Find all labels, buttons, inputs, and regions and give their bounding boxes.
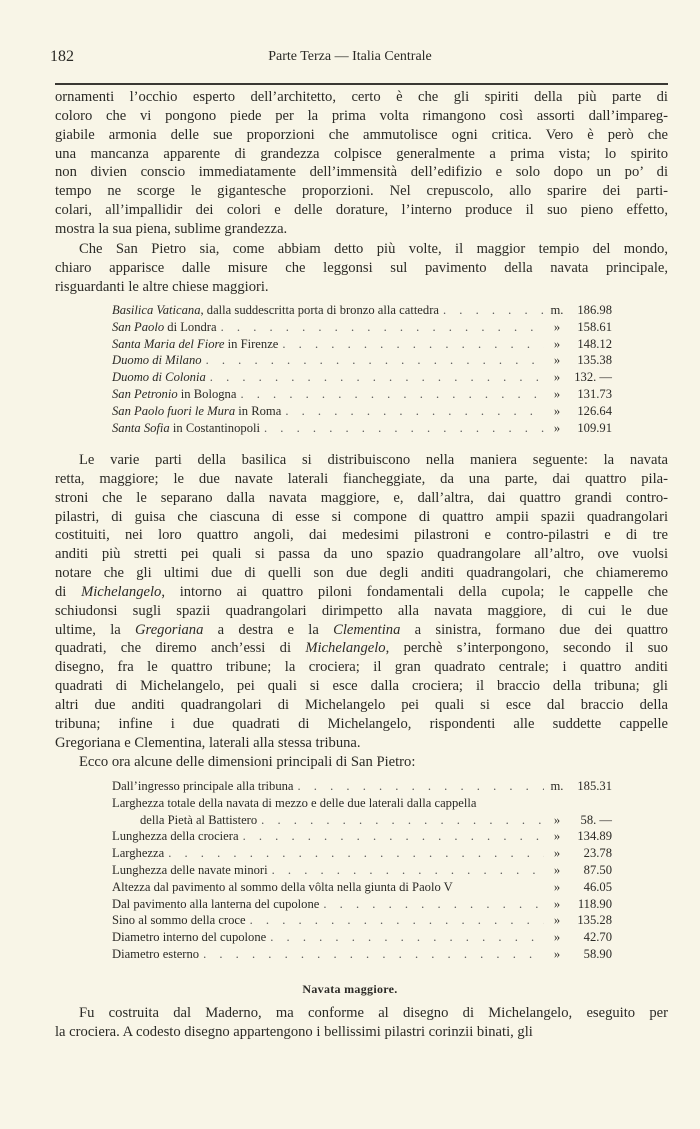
text-line	[55, 1023, 668, 1042]
row-label	[112, 319, 217, 336]
text-run: Lunghezza della crociera	[112, 829, 239, 844]
text-run: in Bologna	[177, 386, 237, 401]
row-label	[112, 845, 164, 862]
dot-leader	[261, 812, 544, 829]
text-run: Dal pavimento alla lanterna del cupolone	[112, 896, 320, 911]
dot-leader	[282, 336, 544, 353]
row-value: 109.91	[577, 420, 612, 435]
text-run: quadrati, che diremo anch’essi di	[55, 640, 306, 657]
paragraph-1	[55, 88, 668, 239]
row-unit: »	[553, 403, 561, 418]
row-value: 148.12	[577, 336, 612, 351]
row-value: 135.38	[577, 353, 612, 368]
row-unit: »	[553, 896, 561, 911]
text-line	[55, 201, 668, 220]
row-label	[112, 946, 199, 963]
dot-leader	[250, 912, 544, 929]
dot-leader	[206, 352, 544, 369]
italic-text: Michelangelo	[81, 583, 162, 600]
row-label	[112, 302, 439, 319]
table-row	[112, 929, 612, 946]
text-line	[55, 526, 668, 545]
row-value: 58.90	[583, 946, 612, 961]
row-label	[112, 795, 476, 812]
text-line	[55, 658, 668, 677]
row-value: 186.98	[577, 303, 612, 317]
row-value: 87.50	[583, 862, 612, 877]
text-run: costituiti, nei loro quattro angoli, dai medesimi pilastroni e contro-pilastri e di tre	[55, 527, 668, 544]
row-unit: »	[553, 862, 561, 877]
dot-leader	[270, 929, 544, 946]
text-run: chiaro apparisce dalle misure che leggonsi sul pavimento della navata principale,	[55, 259, 668, 276]
italic-text: Santa Maria del Fiore	[112, 336, 225, 351]
text-line	[55, 107, 668, 126]
dot-leader	[240, 386, 544, 403]
row-unit: m.	[550, 303, 564, 317]
text-run: Fu costruita dal Maderno, ma conforme al disegno di Michelangelo, eseguito per	[79, 1005, 668, 1021]
text-run: di Londra	[164, 319, 217, 334]
row-label	[112, 879, 453, 896]
row-value: 58. —	[580, 812, 612, 827]
italic-text: Clementina	[333, 621, 401, 638]
row-value: 134.89	[577, 829, 612, 844]
italic-text: Gregoriana	[135, 621, 204, 638]
text-run: della Pietà al Battistero	[140, 812, 258, 827]
text-run: Altezza dal pavimento al sommo della vôlta nella giunta di Paolo V	[112, 879, 453, 894]
row-value: 42.70	[583, 930, 612, 945]
text-run: , perchè s’interpongono, secondo il suo	[385, 640, 668, 657]
text-run: in Costantinopoli	[169, 420, 260, 435]
text-run: colari, all’impallidir dei colori e delle dorature, l’interno produce il suo pieno effetto,	[55, 202, 668, 219]
text-line	[55, 240, 668, 259]
text-line	[55, 470, 668, 489]
row-unit: »	[553, 930, 561, 945]
text-run: Larghezza totale della navata di mezzo e delle due laterali dalla cappella	[112, 795, 477, 810]
table-row	[112, 946, 612, 963]
row-label	[112, 862, 268, 879]
row-value: 185.31	[577, 779, 612, 793]
row-label	[112, 812, 257, 829]
italic-text: Santa Sofia	[112, 420, 170, 435]
text-line	[55, 715, 668, 734]
text-run: mostra la sua piena, sublime grandezza.	[55, 220, 288, 237]
table-row	[112, 302, 612, 319]
text-run: Le varie parti della basilica si distribuiscono nella maniera seguente: la navata	[79, 452, 668, 468]
row-label	[112, 369, 206, 386]
text-run: Gregoriana e Clementina, laterali alla stessa tribuna.	[55, 734, 361, 751]
text-run: stroni che le separano dalla navata maggiore, e, dall’altra, dai quattro grandi contro-	[55, 489, 668, 506]
paragraph-5	[55, 1004, 668, 1042]
text-run: Ecco ora alcune delle dimensioni principali di San Pietro:	[79, 754, 416, 770]
text-run: di	[55, 583, 82, 600]
text-line	[55, 1004, 668, 1023]
text-line	[55, 545, 668, 564]
text-run: tempo ne scorge le gigantesche proporzioni. Nel crepuscolo, allo sparire dei parti-	[55, 183, 668, 200]
text-line	[55, 583, 668, 602]
table-row	[112, 879, 612, 896]
text-line	[55, 753, 668, 772]
text-run: schiudonsi sugli spazii quadrangolari dirimpetto alla navata maggiore, di cui le due	[55, 602, 668, 619]
row-unit: m.	[550, 779, 564, 793]
header-rule	[55, 83, 668, 85]
row-value: 132. —	[574, 370, 612, 385]
table-row	[112, 812, 612, 829]
table-row	[112, 319, 612, 336]
paragraph-4	[55, 753, 668, 772]
row-value: 118.90	[577, 896, 612, 911]
dot-leader	[272, 862, 544, 879]
italic-text: Duomo di Colonia	[112, 370, 206, 385]
dot-leader	[264, 420, 544, 437]
dot-leader	[210, 369, 544, 386]
text-run: disegno, fra le quattro tribune; la crociera; il gran quadrato centrale; i quattro anditi	[55, 659, 668, 676]
text-run: tribuna; infine i due quadrati di Michelangelo, rispondenti alle suddette cappelle	[55, 715, 668, 732]
dot-leader	[203, 946, 544, 963]
row-unit: »	[553, 386, 561, 401]
dot-leader	[323, 896, 544, 913]
text-line	[55, 677, 668, 696]
table-row	[112, 386, 612, 403]
text-line	[55, 621, 668, 640]
text-run: ornamenti l’occhio esperto dell’architetto, certo è che gli spiriti della più parte di	[55, 89, 668, 105]
row-unit: »	[553, 913, 561, 928]
paragraph-2	[55, 240, 668, 297]
table-row	[112, 795, 612, 812]
row-unit: »	[553, 946, 561, 961]
text-line	[55, 508, 668, 527]
dot-leader	[221, 319, 544, 336]
text-line	[55, 220, 668, 239]
church-length-table	[112, 302, 612, 436]
text-line	[55, 602, 668, 621]
dot-leader	[443, 302, 544, 319]
paragraph-3	[55, 451, 668, 753]
text-line	[55, 734, 668, 753]
table-row	[112, 336, 612, 353]
table-row	[112, 420, 612, 437]
section-heading: Navata maggiore.	[302, 982, 398, 996]
text-line	[55, 564, 668, 583]
text-run: Sino al sommo della croce	[112, 913, 246, 928]
row-unit: »	[553, 370, 561, 385]
table-row	[112, 845, 612, 862]
row-value: 158.61	[577, 319, 612, 334]
text-run: altri due anditi quadrangolari di Michelangelo pei quali si esce dal braccio della	[55, 696, 668, 713]
italic-text: Duomo di Milano	[112, 353, 202, 368]
row-label	[112, 912, 246, 929]
italic-text: San Petronio	[112, 386, 178, 401]
text-run: Diametro interno del cupolone	[112, 930, 267, 945]
row-unit: »	[553, 812, 561, 827]
text-run: in Roma	[235, 403, 282, 418]
text-line	[55, 163, 668, 182]
row-value: 126.64	[577, 403, 612, 418]
page-number: 182	[50, 48, 74, 65]
row-label	[112, 929, 266, 946]
table-row	[112, 896, 612, 913]
text-line	[55, 126, 668, 145]
text-run: coloro che vi pongono piede per la prima volta rimangono così assorti dall’impareg-	[55, 107, 668, 124]
text-run: giabile armonia delle sue proporzioni che ammutolisce ogni critica. Vero è però che	[55, 126, 668, 143]
row-label	[112, 336, 278, 353]
text-run: non divien conscio immediatamente dell’immensità dell’edifizio e solo dopo un po’ di	[55, 164, 668, 181]
row-unit: »	[553, 846, 561, 861]
italic-text: San Paolo fuori le Mura	[112, 403, 236, 418]
text-run: , dalla suddescritta porta di bronzo alla cattedra	[200, 303, 439, 317]
table-row	[112, 778, 612, 795]
dot-leader	[243, 828, 544, 845]
text-run: risguardanti le altre chiese maggiori.	[55, 278, 269, 295]
row-label	[112, 386, 236, 403]
italic-text: Michelangelo	[305, 640, 386, 657]
text-line	[55, 639, 668, 658]
dot-leader	[298, 778, 545, 795]
text-run: Che San Pietro sia, come abbiam detto più volte, il maggior tempio del mondo,	[79, 241, 668, 257]
table-row	[112, 912, 612, 929]
row-value: 46.05	[583, 879, 612, 894]
text-run: la crociera. A codesto disegno appartengono i bellissimi pilastri corinzii binati, gli	[55, 1023, 533, 1040]
text-line	[55, 451, 668, 470]
row-label	[112, 420, 260, 437]
row-value: 135.28	[577, 913, 612, 928]
row-unit: »	[553, 353, 561, 368]
text-run: in Firenze	[224, 336, 279, 351]
text-run: una mancanza apparente di grandezza colpisce generalmente a prima vista; lo spirito	[55, 145, 668, 162]
text-run: Lunghezza delle navate minori	[112, 862, 268, 877]
table-row	[112, 369, 612, 386]
text-run: anditi più stretti pei quali si passa da uno spazio quadrangolare all’altro, ove vuolsi	[55, 546, 668, 563]
row-label	[112, 778, 294, 795]
text-run: retta, maggiore; le due navate laterali fiancheggiate, da una parte, dai quattro pila-	[55, 470, 668, 487]
text-run: Larghezza	[112, 846, 165, 861]
row-unit: »	[553, 336, 561, 351]
text-line	[55, 259, 668, 278]
text-run: a destra e la	[203, 621, 334, 638]
text-line	[55, 489, 668, 508]
dot-leader	[168, 845, 544, 862]
row-label	[112, 828, 239, 845]
table-row	[112, 862, 612, 879]
text-line	[55, 182, 668, 201]
row-value: 131.73	[577, 386, 612, 401]
text-line	[55, 88, 668, 107]
table-row	[112, 403, 612, 420]
row-label	[112, 352, 202, 369]
row-unit: »	[553, 879, 561, 894]
row-unit: »	[553, 420, 561, 435]
dimensions-table	[112, 778, 612, 963]
row-label	[112, 896, 319, 913]
text-run: pilastri, di guisa che ciascuna di esse si compone di quattro ampii spazii quadrangolari	[55, 508, 668, 525]
text-run: a sinistra, formano due dei quattro	[400, 621, 668, 638]
table-row	[112, 352, 612, 369]
text-run: Diametro esterno	[112, 946, 200, 961]
row-unit: »	[553, 829, 561, 844]
text-line	[55, 278, 668, 297]
row-label	[112, 403, 281, 420]
text-line	[55, 145, 668, 164]
italic-text: San Paolo	[112, 319, 165, 334]
text-run: Dall’ingresso principale alla tribuna	[112, 779, 294, 793]
text-run: ultime, la	[55, 621, 136, 638]
text-run: quadrati di Michelangelo, pei quali si esce dalla crociera; il braccio della tribuna; gli	[55, 678, 668, 695]
table-row	[112, 828, 612, 845]
row-unit: »	[553, 319, 561, 334]
running-title: Parte Terza — Italia Centrale	[268, 49, 432, 64]
text-line	[55, 696, 668, 715]
dot-leader	[285, 403, 544, 420]
text-run: notare che gli ultimi due di quelli son due degli anditi quadrangolari, che chiameremo	[55, 565, 668, 582]
row-value: 23.78	[583, 846, 612, 861]
italic-text: Basilica Vaticana	[112, 303, 201, 317]
text-run: , intorno ai quattro piloni fondamentali della cupola; le cappelle che	[161, 583, 669, 600]
